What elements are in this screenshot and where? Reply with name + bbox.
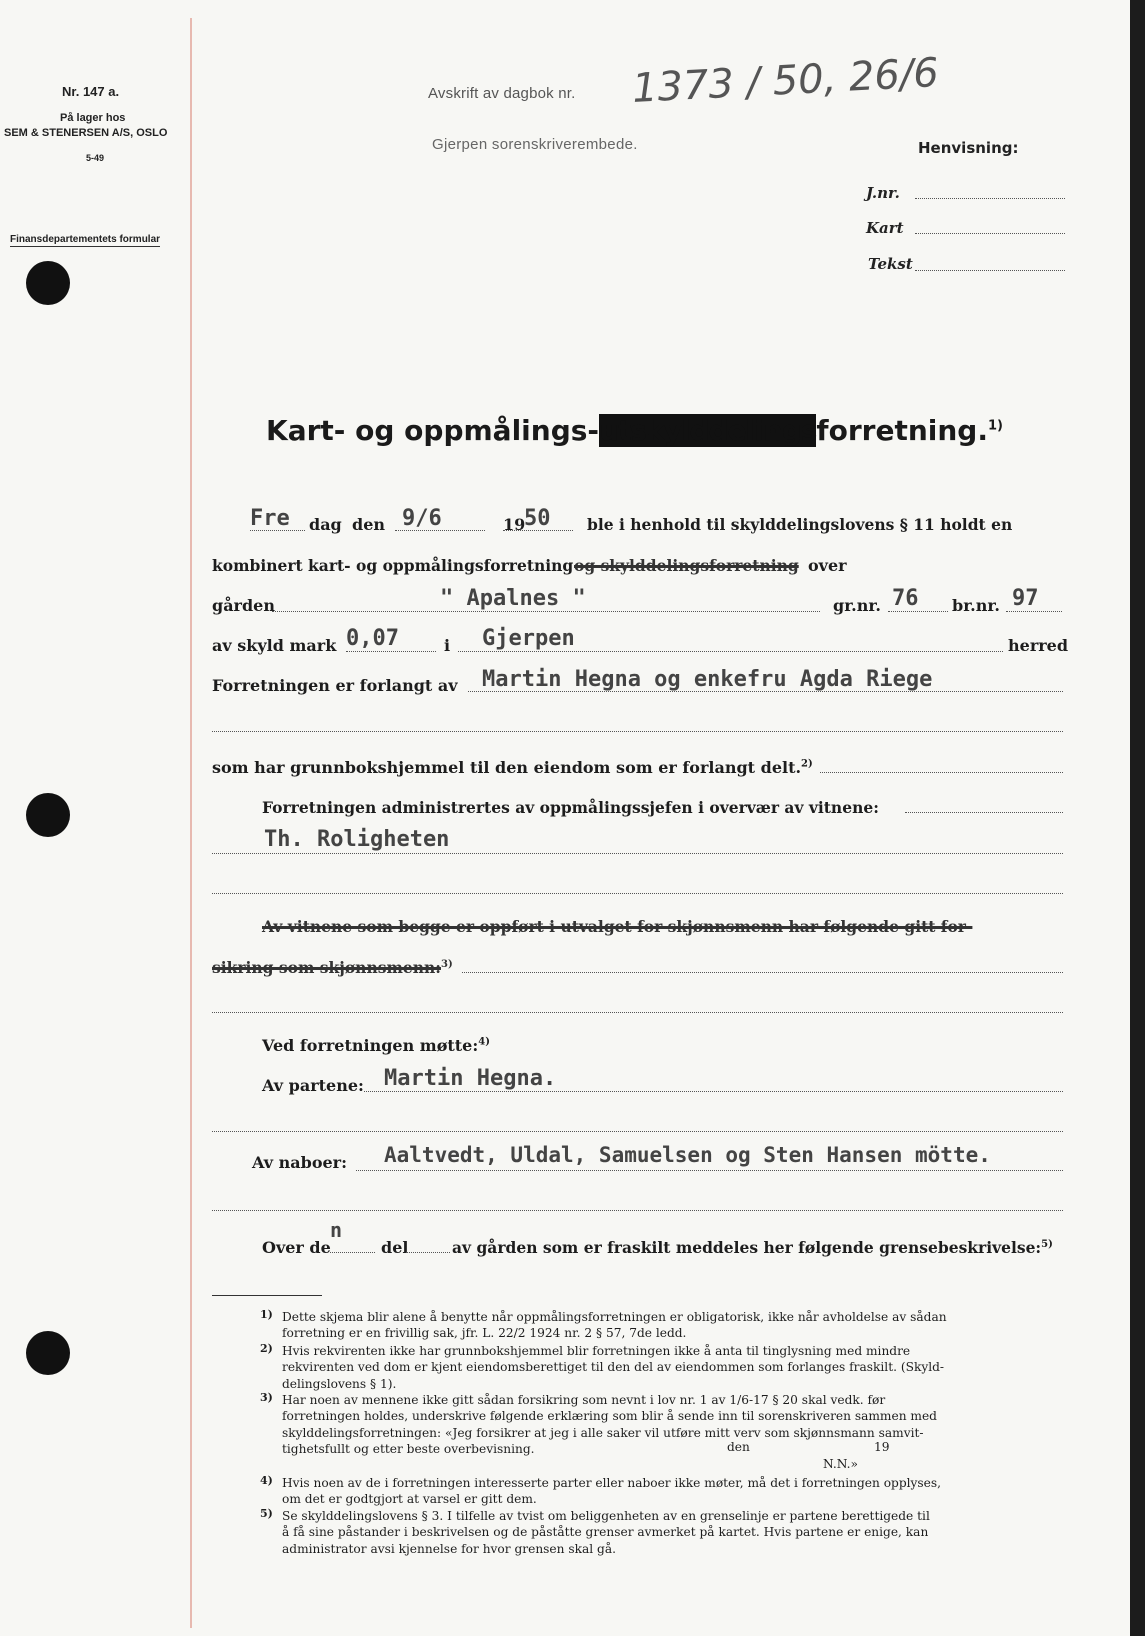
grnr-label: gr.nr. <box>833 596 881 615</box>
footnote-line: Hvis rekvirenten ikke har grunnbokshjemmel blir forretningen ikke å anta til tinglysning med mindre <box>282 1344 911 1358</box>
footnote-line: tighetsfullt og etter beste overbevisning. <box>282 1441 535 1456</box>
jnr-label: J.nr. <box>866 184 900 202</box>
title-prefix: Kart- og oppmålings- <box>266 414 600 447</box>
year-field <box>503 530 573 531</box>
parties-field <box>364 1091 1063 1092</box>
footnote-line: rekvirenten ved dom er kjent eiendomsberettiget til den del av eiendommen som forlanges fraskilt. (Skyld- <box>282 1360 945 1375</box>
ministry-label: Finansdepartementets formular <box>10 234 161 245</box>
footnote-line: skylddelingsforretningen: «Jeg forsikrer at jeg i alle saker vil utføre mitt verv som skjønnsmann samvit- <box>282 1425 924 1440</box>
brnr-field <box>1006 611 1062 612</box>
farm-field <box>272 611 820 612</box>
herred-value: Gjerpen <box>482 626 575 651</box>
struck-line1: Av vitnene som begge er oppført i utvalget for skjønnsmenn har følgende gitt for- <box>262 917 973 936</box>
requested-by-value: Martin Hegna og enkefru Agda Riege <box>482 667 933 692</box>
del-label: del <box>381 1238 409 1257</box>
struck-line2-field <box>462 972 1063 973</box>
footnote-number: 3) <box>260 1391 273 1404</box>
year-value: 50 <box>524 506 551 531</box>
footnote-line: Har noen av mennene ikke gitt sådan forsikring som nevnt i lov nr. 1 av 1/6-17 § 20 skal vedk. før <box>282 1393 886 1407</box>
footnote-line: Hvis noen av de i forretningen interesserte parter eller naboer ikke møter, må det i forretningen opplyses, <box>282 1476 942 1490</box>
date-value: 9/6 <box>402 506 442 531</box>
footnote-line: delingslovens § 1). <box>282 1376 397 1391</box>
brnr-value: 97 <box>1012 586 1039 611</box>
date-field <box>395 530 485 531</box>
attended-text: Ved forretningen møtte: <box>262 1036 479 1055</box>
title-suffix: forretning. <box>816 414 988 447</box>
row6-trailing-field <box>820 772 1063 773</box>
kart-field <box>915 233 1065 234</box>
witness-field <box>212 853 1063 854</box>
n-value: n <box>330 1218 343 1242</box>
blank-line-3 <box>212 1012 1063 1013</box>
struck-line2-mark: 3) <box>440 958 453 970</box>
footnote-number: 2) <box>260 1342 273 1355</box>
footnote-number: 1) <box>260 1308 273 1321</box>
row1-text: ble i henhold til skylddelingslovens § 11 holdt en <box>587 515 1013 534</box>
punch-hole-bottom <box>26 1331 70 1375</box>
footnote-line: administrator avsi kjennelse for hvor grensen skal gå. <box>282 1541 616 1556</box>
den-label: den <box>352 515 385 534</box>
witness-value: Th. Roligheten <box>264 827 450 852</box>
footnote-line: om det er godtgjort at varsel er gitt dem. <box>282 1492 537 1507</box>
blank-line-1 <box>212 731 1063 732</box>
struck-line2 <box>212 958 453 977</box>
grnr-field <box>888 611 948 612</box>
blank-line-5 <box>212 1210 1063 1211</box>
weekday-field <box>250 530 305 531</box>
requested-by-field <box>468 691 1063 692</box>
brnr-label: br.nr. <box>952 596 1000 615</box>
footnote-line: forretning er en frivillig sak, jfr. L. 22/2 1924 nr. 2 § 57, 7de ledd. <box>282 1326 687 1341</box>
tekst-field <box>915 270 1065 271</box>
form-title <box>266 414 1003 447</box>
footnote-separator <box>212 1295 322 1296</box>
requested-by-label: Forretningen er forlangt av <box>212 676 458 695</box>
over-label: over <box>808 556 847 575</box>
form-number: Nr. 147 a. <box>62 84 120 99</box>
handwritten-journal-ref: 1373 / 50, 26/6 <box>631 50 940 112</box>
over-de-label: Over de <box>262 1238 331 1257</box>
stock-line2: SEM & STENERSEN A/S, OSLO <box>4 127 168 139</box>
skyld-field <box>346 651 436 652</box>
attended-label <box>262 1036 490 1055</box>
skyld-value: 0,07 <box>346 626 399 651</box>
year-prefix: 19 <box>503 515 526 534</box>
footnote-line: Se skylddelingslovens § 3. I tilfelle av tvist om beliggenheten av en grenselinje er partene berettigede til <box>282 1509 930 1523</box>
print-code: 5-49 <box>86 153 105 163</box>
jnr-field <box>915 198 1065 199</box>
blank-line-2 <box>212 893 1063 894</box>
del-field <box>406 1252 450 1253</box>
row7-trailing-field <box>905 812 1063 813</box>
i-label: i <box>444 636 451 655</box>
footnote-number: 5) <box>260 1507 273 1520</box>
blank-line-4 <box>212 1131 1063 1132</box>
grnr-value: 76 <box>892 586 919 611</box>
farm-value: " Apalnes " <box>440 586 586 611</box>
stamp-line1: Avskrift av dagbok nr. <box>428 85 576 102</box>
row6-text <box>212 758 813 777</box>
kart-label: Kart <box>866 219 904 237</box>
skyld-label: av skyld mark <box>212 636 337 655</box>
stamp-line2: Gjerpen sorenskriverembede. <box>432 136 638 153</box>
title-struck: utskylddelings <box>599 414 817 447</box>
row6-mark: 2) <box>801 758 813 770</box>
footnote-number: 4) <box>260 1474 273 1487</box>
scan-edge <box>1130 0 1145 1636</box>
weekday-value: Fre <box>250 506 290 531</box>
garden-label: gården <box>212 596 275 615</box>
footnote-line: å få sine påstander i beskrivelsen og de påståtte grenser avmerket på kartet. Hvis partene er enige, kan <box>282 1525 929 1540</box>
herred-label: herred <box>1008 636 1069 655</box>
footnote-line: forretningen holdes, underskrive følgende erklæring som blir å sende inn til sorenskriveren sammen med <box>282 1409 937 1424</box>
struck-line2-text: sikring som skjønnsmenn: <box>212 958 441 977</box>
row7-text: Forretningen administrertes av oppmålingssjefen i overvær av vitnene: <box>262 798 879 817</box>
tekst-label: Tekst <box>868 255 913 273</box>
row2-text: kombinert kart- og oppmålingsforretning <box>212 556 574 575</box>
neighbours-value: Aaltvedt, Uldal, Samuelsen og Sten Hansen mötte. <box>384 1143 991 1167</box>
margin-line <box>190 18 192 1628</box>
dag-label: dag <box>309 515 342 534</box>
final-text-content: av gården som er fraskilt meddeles her følgende grensebeskrivelse: <box>452 1238 1042 1257</box>
stock-line1: På lager hos <box>60 112 126 124</box>
parties-label: Av partene: <box>262 1076 364 1095</box>
row2-struck: og skylddelingsforretning <box>574 556 799 575</box>
row6-text-content: som har grunnbokshjemmel til den eiendom som er forlangt delt. <box>212 758 802 777</box>
footnote3-den: den <box>727 1440 750 1454</box>
neighbours-field <box>356 1170 1063 1171</box>
final-text <box>452 1238 1053 1257</box>
parties-value: Martin Hegna. <box>384 1066 557 1091</box>
over-de-field <box>330 1252 375 1253</box>
footnote3-nn: N.N.» <box>823 1457 858 1471</box>
attended-mark: 4) <box>478 1036 490 1048</box>
title-footnote-mark: 1) <box>987 418 1003 434</box>
reference-title: Henvisning: <box>918 139 1019 157</box>
footnote3-year: 19 <box>874 1440 890 1454</box>
punch-hole-top <box>26 261 70 305</box>
footnote-line: Dette skjema blir alene å benytte når oppmålingsforretningen er obligatorisk, ikke når avholdelse av sådan <box>282 1310 947 1324</box>
herred-field <box>458 651 1003 652</box>
punch-hole-middle <box>26 793 70 837</box>
neighbours-label: Av naboer: <box>252 1153 348 1172</box>
final-mark: 5) <box>1041 1238 1053 1250</box>
